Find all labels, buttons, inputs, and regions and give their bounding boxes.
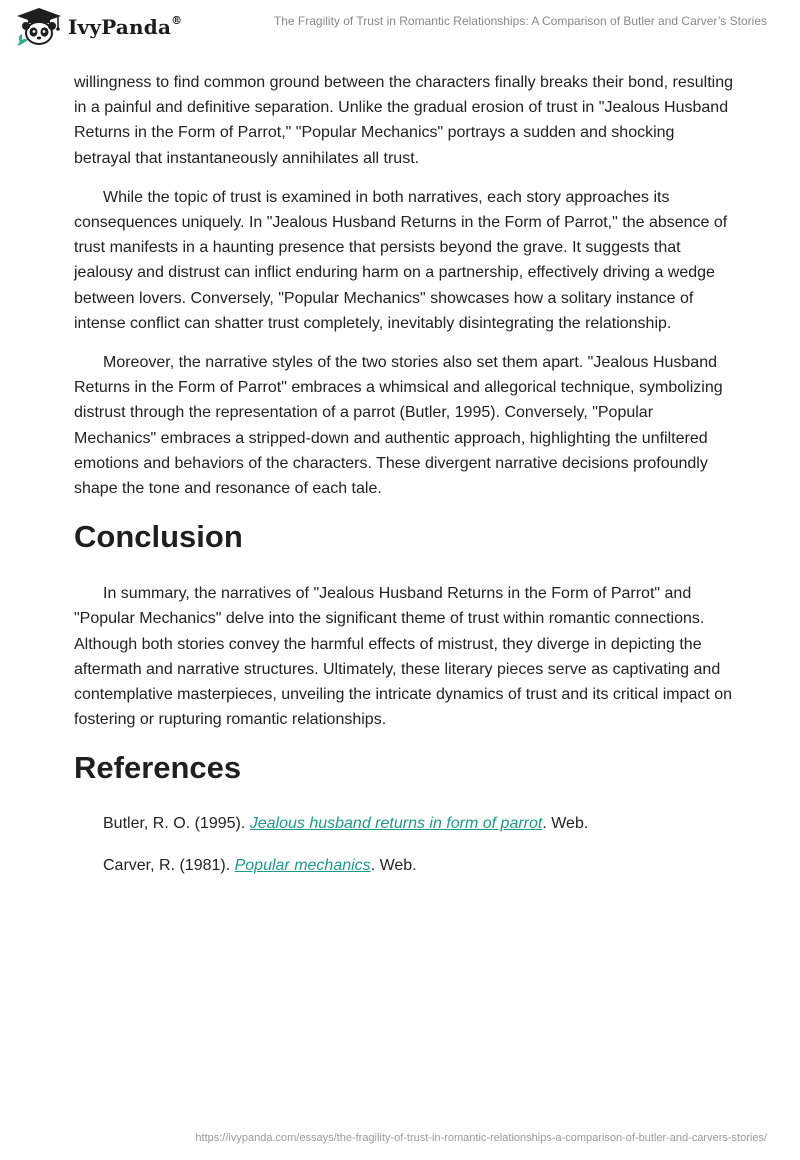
registered-mark: ® — [171, 14, 183, 28]
body-paragraph: While the topic of trust is examined in both narratives, each story approaches its consequences uniquely. In "Jealous Husband Returns in the Form of Parrot," the absence of trust manifests in a haunting presence that persists beyond the grave. It suggests that jealousy and distrust can inflict enduring harm on a partnership, effectively driving a wedge between lovers. Conversely, "Popular Mechanics" showcases how a solitary instance of intense conflict can shatter trust completely, inevitably disintegrating the relationship. — [74, 188, 728, 332]
body-paragraph: Moreover, the narrative styles of the two stories also set them apart. "Jealous Husband Returns in the Form of Parrot" embraces a whimsical and allegorical technique, symbolizing distrust through the representation of a parrot (Butler, 1995). Conversely, "Popular Mechanics" embraces a stripped-down and authentic approach, highlighting the unfiltered emotions and behaviors of the characters. These divergent narrative decisions profoundly shape the tone and resonance of each tale. — [74, 354, 723, 498]
body-paragraph: willingness to find common ground between the characters finally breaks their bond, resulting in a painful and definitive separation. Unlike the gradual erosion of trust in "Jealous Husband Returns in the Form of Parrot," "Popular Mechanics" portrays a sudden and shocking betrayal that instantaneously annihilates all trust. — [74, 74, 734, 167]
panda-graduation-icon — [14, 6, 64, 48]
reference-item — [74, 854, 734, 878]
reference-citation: Carver, R. (1981). — [103, 857, 235, 875]
source-url[interactable]: https://ivypanda.com/essays/the-fragility-of-trust-in-romantic-relationships-a-comparison-of-butler-and-carvers-stories/ — [195, 1132, 767, 1144]
reference-link[interactable]: Popular mechanics — [234, 857, 371, 875]
reference-suffix: . Web. — [370, 857, 417, 875]
document-title: The Fragility of Trust in Romantic Relationships: A Comparison of Butler and Carver’s Stories — [273, 14, 767, 28]
brand-name: IvyPanda® — [68, 14, 183, 39]
essay-content — [74, 70, 734, 896]
references-heading: References — [74, 750, 242, 786]
reference-suffix: . Web. — [542, 815, 589, 833]
conclusion-paragraph: In summary, the narratives of "Jealous Husband Returns in the Form of Parrot" and "Popular Mechanics" delve into the significant theme of trust within romantic connections. Although both stories convey the harmful effects of mistrust, they diverge in depicting the aftermath and narrative structures. Ultimately, these literary pieces serve as captivating and contemplative masterpieces, unveiling the intricate dynamics of trust and its critical impact on fostering or rupturing romantic relationships. — [74, 585, 733, 729]
ivypanda-logo[interactable] — [14, 6, 182, 48]
reference-link[interactable]: Jealous husband returns in form of parrot — [249, 815, 543, 833]
conclusion-heading: Conclusion — [74, 519, 243, 555]
page-header — [0, 0, 800, 70]
reference-citation: Butler, R. O. (1995). — [103, 815, 250, 833]
reference-item — [74, 812, 734, 836]
